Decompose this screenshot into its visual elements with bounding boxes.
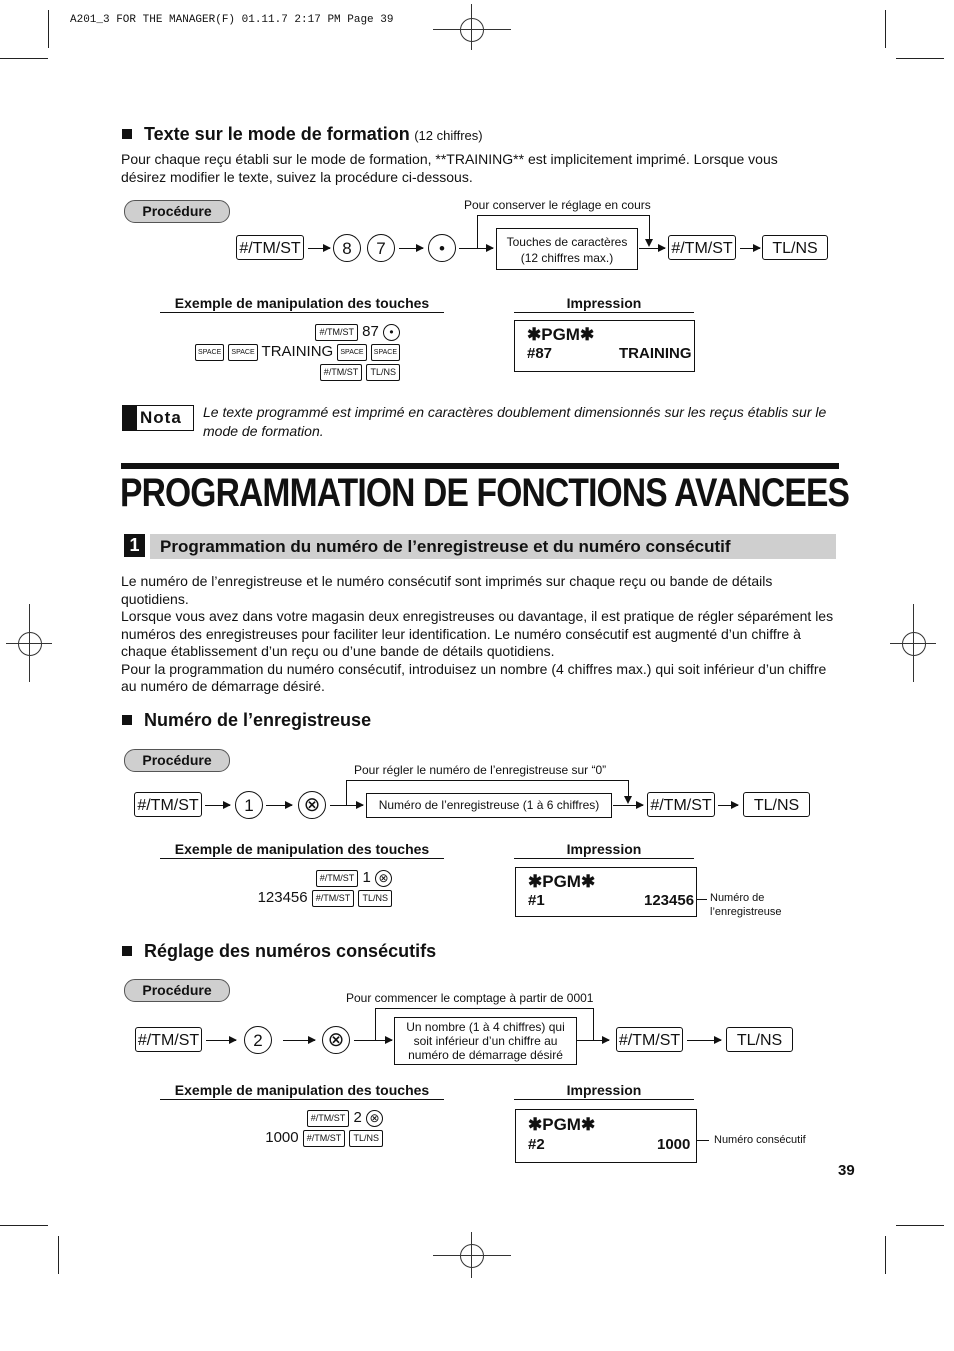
tmst-key[interactable]: #/TM/ST <box>616 1027 683 1052</box>
section-title-bar: Programmation du numéro de l’enregistreuse et du numéro consécutif <box>150 534 836 559</box>
tmst-key[interactable]: #/TM/ST <box>647 792 715 817</box>
underline <box>160 312 444 313</box>
procedure-label: Procédure <box>124 749 230 772</box>
bypass-line <box>346 780 628 781</box>
tlns-key[interactable]: TL/NS <box>743 792 810 817</box>
multiply-key[interactable]: ⊗ <box>298 791 326 819</box>
key-1[interactable]: 1 <box>235 791 263 819</box>
arrow <box>577 1040 609 1041</box>
arrow <box>399 248 423 249</box>
arrow <box>687 1040 721 1041</box>
arrow <box>308 248 330 249</box>
print-title: Impression <box>566 841 642 857</box>
underline <box>514 1099 694 1100</box>
consecutive-number-callout: Numéro consécutif <box>714 1134 806 1146</box>
subsection-heading: Numéro de l’enregistreuse <box>122 710 371 731</box>
key-8[interactable]: 8 <box>333 234 361 262</box>
consecutive-number-box: Un nombre (1 à 4 chiffres) qui soit inférieur d’un chiffre au numéro de démarrage désiré <box>394 1017 577 1065</box>
tmst-key[interactable]: #/TM/ST <box>236 235 304 260</box>
key-example: #/TM/ST 2 ⊗ 1000 #/TM/ST TL/NS <box>190 1108 383 1148</box>
procedure-label: Procédure <box>124 200 230 223</box>
crop-mark <box>896 58 944 59</box>
arrow <box>639 248 665 249</box>
section-heading: Texte sur le mode de formation (12 chiffres) <box>122 124 483 145</box>
arrow <box>205 805 230 806</box>
crop-mark <box>58 1236 59 1274</box>
receipt-printout: ✱PGM✱ #2 1000 <box>515 1109 697 1163</box>
crop-mark <box>885 10 886 48</box>
example-title: Exemple de manipulation des touches <box>174 841 430 857</box>
print-title: Impression <box>566 295 642 311</box>
print-header: A201_3 FOR THE MANAGER(F) 01.11.7 2:17 PM Page 39 <box>70 14 394 26</box>
crop-mark <box>0 1225 48 1226</box>
tlns-key[interactable]: TL/NS <box>726 1027 793 1052</box>
start-count-note: Pour commencer le comptage à partir de 0001 <box>346 991 594 1005</box>
print-title: Impression <box>566 1082 642 1098</box>
bypass-line <box>649 215 650 239</box>
arrow <box>266 805 292 806</box>
bypass-line <box>477 215 649 216</box>
key-2[interactable]: 2 <box>244 1026 272 1054</box>
page-title: PROGRAMMATION DE FONCTIONS AVANCEES <box>120 471 850 515</box>
arrow <box>330 805 363 806</box>
tlns-key[interactable]: TL/NS <box>762 235 828 260</box>
bypass-line <box>375 1008 376 1040</box>
arrow <box>354 1040 392 1041</box>
example-title: Exemple de manipulation des touches <box>174 1082 430 1098</box>
bypass-line <box>375 1008 593 1009</box>
keep-setting-note: Pour conserver le réglage en cours <box>464 198 651 212</box>
arrow <box>206 1040 236 1041</box>
point-key[interactable]: • <box>428 234 456 262</box>
section-body: Pour chaque reçu établi sur le mode de formation, **TRAINING** est implicitement imprimé. Lorsque vous désirez modifier le texte, suivez la procédure ci-dessous. <box>121 151 778 185</box>
intro-text: Le numéro de l’enregistreuse et le numéro consécutif sont imprimés sur chaque reçu ou bande de détails quotidiens. Lorsque vous avez dans votre magasin deux enregistreuses ou davantage, il est pratique de régler séparément les numéros des enregistreuses pour faciliter leur identification. Le numéro consécutif est augmenté d’un chiffre à chaque établissement d’un reçu ou d’une bande de détails quotidiens. Pour la programmation du numéro consécutif, introduisez un nombre (4 chiffres max.) qui soit inférieur d’un chiffre au numéro de démarrage désiré. <box>121 573 834 694</box>
arrow <box>283 1040 315 1041</box>
receipt-printout: ✱PGM✱ #1 123456 <box>515 867 697 917</box>
register-number-box: Numéro de l’enregistreuse (1 à 6 chiffres) <box>366 793 612 818</box>
key-7[interactable]: 7 <box>367 234 395 262</box>
crop-mark <box>48 10 49 48</box>
nota-text: Le texte programmé est imprimé en caractères doublement dimensionnés sur les reçus établis sur le mode de formation. <box>203 404 827 439</box>
receipt-printout: ✱PGM✱ #87 TRAINING <box>514 320 695 372</box>
tmst-key[interactable]: #/TM/ST <box>668 235 736 260</box>
callout-line <box>697 1140 709 1141</box>
page-number: 39 <box>838 1162 855 1179</box>
bypass-arrow <box>624 796 632 804</box>
section-number-badge: 1 <box>124 534 145 557</box>
character-keys-box: Touches de caractères (12 chiffres max.) <box>496 228 638 270</box>
tmst-key[interactable]: #/TM/ST <box>134 792 202 817</box>
underline <box>514 312 694 313</box>
tmst-key[interactable]: #/TM/ST <box>135 1027 202 1052</box>
underline <box>160 1099 444 1100</box>
example-title: Exemple de manipulation des touches <box>174 295 430 311</box>
key-example: #/TM/ST 1 ⊗ 123456 #/TM/ST TL/NS <box>190 868 392 908</box>
crop-mark <box>896 1225 944 1226</box>
arrow <box>740 248 760 249</box>
nota-badge: Nota <box>122 405 194 431</box>
crop-mark <box>0 58 48 59</box>
bypass-line <box>346 780 347 805</box>
bypass-line <box>628 780 629 796</box>
crop-mark <box>885 1236 886 1274</box>
arrow <box>718 805 738 806</box>
procedure-label: Procédure <box>124 979 230 1002</box>
register-number-callout: Numéro de l’enregistreuse <box>710 892 782 918</box>
multiply-key[interactable]: ⊗ <box>322 1026 350 1054</box>
zero-setting-note: Pour régler le numéro de l’enregistreuse sur “0” <box>354 763 607 777</box>
underline <box>514 858 694 859</box>
bypass-line <box>593 1008 594 1040</box>
underline <box>160 858 444 859</box>
callout-line <box>697 899 707 900</box>
arrow <box>613 805 643 806</box>
subsection-heading: Réglage des numéros consécutifs <box>122 941 436 962</box>
bypass-arrow <box>645 239 653 247</box>
key-example: #/TM/ST 87 • SPACE SPACE TRAINING SPACE SPACE #/TM/ST TL/NS <box>190 322 400 382</box>
bypass-line <box>477 215 478 249</box>
arrow <box>459 248 493 249</box>
